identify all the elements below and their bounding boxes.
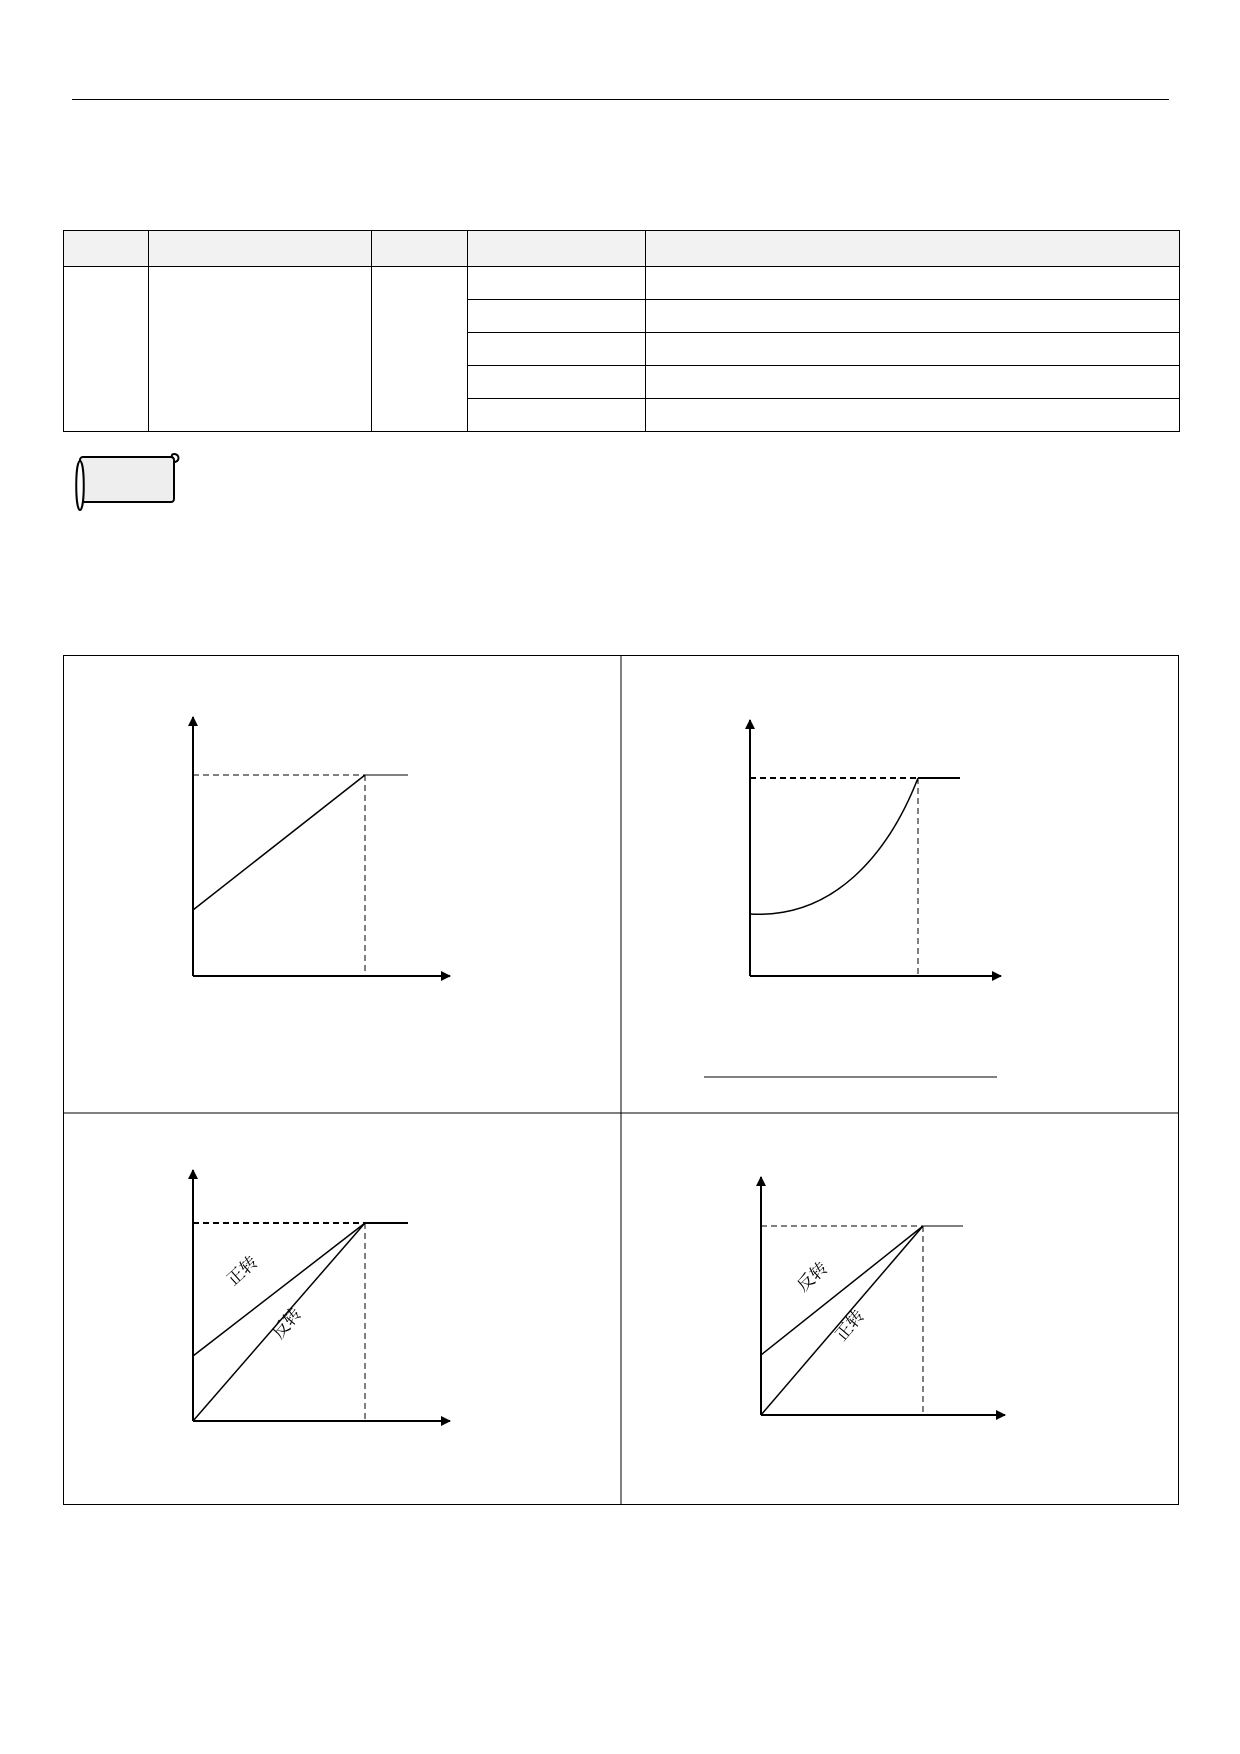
table-cell-option xyxy=(468,399,646,432)
table-header-cell xyxy=(372,231,468,267)
table-cell-description xyxy=(646,399,1180,432)
diagram-svg xyxy=(63,655,1179,1505)
table-cell-merged xyxy=(64,267,149,432)
table-cell-option xyxy=(468,333,646,366)
scroll-note-icon xyxy=(74,452,180,514)
curve-label-lower: 反转 xyxy=(268,1304,306,1344)
header-rule xyxy=(72,99,1169,100)
square-curve xyxy=(750,778,918,914)
panel-c-direction-graph xyxy=(193,1170,450,1421)
table-cell-option xyxy=(468,366,646,399)
parameter-table xyxy=(63,230,1180,432)
panel-b-curve-graph xyxy=(704,720,1001,1077)
linear-curve xyxy=(193,775,365,910)
curve-label-upper: 正转 xyxy=(223,1252,262,1291)
table-cell-description xyxy=(646,366,1180,399)
panel-d-direction-graph xyxy=(761,1177,1005,1415)
table-header-cell xyxy=(149,231,372,267)
table-cell-merged xyxy=(372,267,468,432)
table-cell-merged xyxy=(149,267,372,432)
table-cell-description xyxy=(646,333,1180,366)
diagram-grid xyxy=(63,655,1179,1505)
curve-label-lower: 正转 xyxy=(831,1306,869,1346)
table-header-cell xyxy=(646,231,1180,267)
table-header-row xyxy=(64,231,1180,267)
table-row xyxy=(64,267,1180,300)
table-cell-description xyxy=(646,300,1180,333)
panel-a-linear-graph xyxy=(193,717,450,976)
table-header-cell xyxy=(64,231,149,267)
table-cell-option xyxy=(468,267,646,300)
table-cell-option xyxy=(468,300,646,333)
table-cell-description xyxy=(646,267,1180,300)
table-header-cell xyxy=(468,231,646,267)
curve-label-upper: 反转 xyxy=(793,1258,832,1297)
